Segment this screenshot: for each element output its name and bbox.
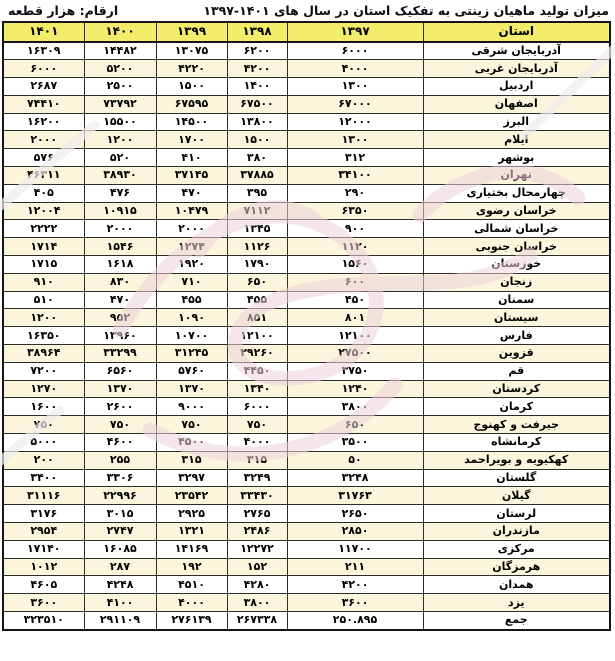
value-cell: ۷۵۰ <box>3 416 84 434</box>
value-cell: ۴۲۰۰ <box>227 60 287 78</box>
value-cell: ۳۱۲ <box>287 149 423 167</box>
value-cell: ۴۰۰۰ <box>156 594 227 612</box>
value-cell: ۶۵۰ <box>227 273 287 291</box>
value-cell: ۷۱۰ <box>156 273 227 291</box>
value-cell: ۹۰۰۰ <box>156 398 227 416</box>
value-cell: ۲۶۰۰ <box>84 398 156 416</box>
value-cell: ۴۵۵ <box>156 291 227 309</box>
table-row <box>3 416 610 434</box>
value-cell: ۴۲۴۸ <box>84 576 156 594</box>
value-cell: ۷۵۰ <box>156 416 227 434</box>
value-cell: ۴۲۸۰ <box>227 576 287 594</box>
column-header-year: ۱۴۰۰ <box>84 22 156 42</box>
value-cell: ۱۲۲۷۲ <box>227 540 287 558</box>
province-cell: سیستان <box>423 309 610 327</box>
value-cell: ۱۷۱۵ <box>3 256 84 274</box>
value-cell: ۴۴۵۰ <box>227 362 287 380</box>
province-cell: فارس <box>423 327 610 345</box>
value-cell: ۲۱۱ <box>287 558 423 576</box>
value-cell: ۳۲۴۹ <box>227 469 287 487</box>
value-cell: ۱۰۹۱۵ <box>84 202 156 220</box>
value-cell: ۴۰۰۰ <box>287 60 423 78</box>
value-cell: ۱۴۰۰ <box>227 78 287 96</box>
value-cell: ۳۳۴۳۰ <box>227 487 287 505</box>
province-cell: جمع <box>423 612 610 630</box>
province-cell: همدان <box>423 576 610 594</box>
value-cell: ۱۵۰۰ <box>227 131 287 149</box>
value-cell: ۹۰۰ <box>287 220 423 238</box>
table-row <box>3 345 610 363</box>
value-cell: ۳۸۰۰ <box>227 594 287 612</box>
value-cell: ۱۳۰۰ <box>287 131 423 149</box>
value-cell: ۱۳۴۵ <box>227 220 287 238</box>
table-row <box>3 78 610 96</box>
value-cell: ۳۷۵۰ <box>287 362 423 380</box>
province-cell: کرمانشاه <box>423 434 610 452</box>
value-cell: ۳۸۹۶۴ <box>3 345 84 363</box>
unit-label: ارقام: هزار قطعه <box>8 3 119 18</box>
page-title: میزان تولید ماهیان زینتی به تفکیک استان در سال های ۱۴۰۱-۱۳۹۷ <box>203 3 609 18</box>
province-cell: چهارمحال بختیاری <box>423 184 610 202</box>
value-cell: ۱۴۴۸۲ <box>84 42 156 60</box>
value-cell: ۳۸۰۰ <box>287 398 423 416</box>
value-cell: ۴۰۵ <box>3 184 84 202</box>
value-cell: ۳۲۴۸ <box>287 469 423 487</box>
province-cell: اصفهان <box>423 95 610 113</box>
value-cell: ۱۷۹۰ <box>227 256 287 274</box>
province-cell: اردبیل <box>423 78 610 96</box>
table-row <box>3 594 610 612</box>
value-cell: ۳۳۰۶ <box>84 469 156 487</box>
value-cell: ۱۳۷۰ <box>156 380 227 398</box>
province-cell: قزوین <box>423 345 610 363</box>
value-cell: ۴۰۰۰ <box>227 434 287 452</box>
value-cell: ۱۹۲۰ <box>156 256 227 274</box>
value-cell: ۱۴۵۰۰ <box>156 113 227 131</box>
value-cell: ۴۵۵ <box>227 291 287 309</box>
table-row <box>3 327 610 345</box>
value-cell: ۱۳۰۷۵ <box>156 42 227 60</box>
value-cell: ۲۵۵ <box>84 451 156 469</box>
value-cell: ۱۲۱۰۰ <box>227 327 287 345</box>
table-row <box>3 576 610 594</box>
value-cell: ۶۳۵۰ <box>287 202 423 220</box>
value-cell: ۱۲۷۴ <box>156 238 227 256</box>
value-cell: ۱۶۳۵۰ <box>3 327 84 345</box>
value-cell: ۲۸۷ <box>84 558 156 576</box>
table-row <box>3 273 610 291</box>
value-cell: ۱۵۴۶ <box>84 238 156 256</box>
province-cell: قم <box>423 362 610 380</box>
value-cell: ۲۲۹۹۶ <box>84 487 156 505</box>
value-cell: ۷۴۴۱۰ <box>3 95 84 113</box>
table-row <box>3 398 610 416</box>
value-cell: ۲۷۵۰۰ <box>287 345 423 363</box>
province-cell: خراسان رضوی <box>423 202 610 220</box>
value-cell: ۲۴۸۶ <box>227 523 287 541</box>
value-cell: ۶۷۵۰۰ <box>227 95 287 113</box>
value-cell: ۵۰ <box>287 451 423 469</box>
table-row <box>3 362 610 380</box>
value-cell: ۱۰۴۷۹ <box>156 202 227 220</box>
value-cell: ۱۱۲۶ <box>227 238 287 256</box>
value-cell: ۳۷۸۸۵ <box>227 167 287 185</box>
value-cell: ۲۷۶۵ <box>227 505 287 523</box>
table-row <box>3 238 610 256</box>
table-row <box>3 220 610 238</box>
value-cell: ۳۳۲۹۹ <box>84 345 156 363</box>
value-cell: ۳۴۰۰ <box>3 469 84 487</box>
value-cell: ۱۲۰۰۰ <box>287 113 423 131</box>
table-row <box>3 167 610 185</box>
value-cell: ۳۱۲۴۵ <box>156 345 227 363</box>
value-cell: ۱۲۰۰۴ <box>3 202 84 220</box>
value-cell: ۱۵۰۰ <box>156 78 227 96</box>
table-row <box>3 487 610 505</box>
value-cell: ۳۸۰ <box>227 149 287 167</box>
province-cell: خراسان جنوبی <box>423 238 610 256</box>
table-row <box>3 131 610 149</box>
province-cell: خراسان شمالی <box>423 220 610 238</box>
province-cell: زنجان <box>423 273 610 291</box>
table-row <box>3 113 610 131</box>
value-cell: ۴۱۰۰ <box>84 594 156 612</box>
table-row <box>3 523 610 541</box>
value-cell: ۲۳۵۴۲ <box>156 487 227 505</box>
value-cell: ۳۱۷۶۳ <box>287 487 423 505</box>
value-cell: ۵۱۰ <box>3 291 84 309</box>
value-cell: ۱۲۱۰۰ <box>287 327 423 345</box>
value-cell: ۳۲۳۵۱۰ <box>3 612 84 630</box>
value-cell: ۲۷۶۱۳۹ <box>156 612 227 630</box>
value-cell: ۳۴۱۰۰ <box>287 167 423 185</box>
value-cell: ۷۳۷۹۲ <box>84 95 156 113</box>
value-cell: ۱۴۱۶۹ <box>156 540 227 558</box>
table-row <box>3 60 610 78</box>
value-cell: ۴۶۳۱۱ <box>3 167 84 185</box>
column-header-year: ۱۳۹۹ <box>156 22 227 42</box>
value-cell: ۱۲۷۰ <box>3 380 84 398</box>
value-cell: ۶۷۰۰۰ <box>287 95 423 113</box>
value-cell: ۱۰۱۲ <box>3 558 84 576</box>
province-cell: گلستان <box>423 469 610 487</box>
table-row <box>3 256 610 274</box>
value-cell: ۲۹۲۶۰ <box>227 345 287 363</box>
value-cell: ۱۵۲ <box>227 558 287 576</box>
table-row <box>3 380 610 398</box>
value-cell: ۶۷۵۹۵ <box>156 95 227 113</box>
value-cell: ۳۱۷۶ <box>3 505 84 523</box>
value-cell: ۲۵۰.۸۹۵ <box>287 612 423 630</box>
province-cell: یزد <box>423 594 610 612</box>
value-cell: ۹۵۲ <box>84 309 156 327</box>
value-cell: ۲۰۰۰ <box>3 131 84 149</box>
value-cell: ۶۰۰۰ <box>227 398 287 416</box>
value-cell: ۲۶۷۳۳۸ <box>227 612 287 630</box>
value-cell: ۴۵۱۰ <box>156 576 227 594</box>
value-cell: ۶۰۰۰ <box>287 42 423 60</box>
table-row <box>3 540 610 558</box>
value-cell: ۴۵۰۰ <box>156 434 227 452</box>
value-cell: ۵۲۰ <box>84 149 156 167</box>
table-row <box>3 202 610 220</box>
value-cell: ۹۱۰ <box>3 273 84 291</box>
value-cell: ۲۹۱۱۰۹ <box>84 612 156 630</box>
table-row <box>3 469 610 487</box>
value-cell: ۲۰۰ <box>3 451 84 469</box>
province-cell: خوزستان <box>423 256 610 274</box>
value-cell: ۱۶۰۸۵ <box>84 540 156 558</box>
value-cell: ۱۲۰۰ <box>84 131 156 149</box>
value-cell: ۱۶۲۰۰ <box>3 113 84 131</box>
value-cell: ۸۵۱ <box>227 309 287 327</box>
province-cell: کرمان <box>423 398 610 416</box>
value-cell: ۱۳۲۱ <box>156 523 227 541</box>
value-cell: ۲۲۲۲ <box>3 220 84 238</box>
value-cell: ۶۵۰ <box>287 416 423 434</box>
province-cell: مازندران <box>423 523 610 541</box>
table-row <box>3 309 610 327</box>
value-cell: ۶۲۰۰ <box>227 42 287 60</box>
value-cell: ۲۰۰۰ <box>84 220 156 238</box>
province-cell: ایلام <box>423 131 610 149</box>
value-cell: ۱۳۸۰۰ <box>227 113 287 131</box>
value-cell: ۱۲۴۰ <box>287 380 423 398</box>
value-cell: ۴۲۲۰ <box>156 60 227 78</box>
header-row <box>3 22 610 42</box>
value-cell: ۱۳۰۰ <box>287 78 423 96</box>
table-header <box>3 22 610 42</box>
production-table <box>2 21 611 631</box>
value-cell: ۶۰۰۰ <box>3 60 84 78</box>
table-row <box>3 291 610 309</box>
table-body <box>3 42 610 630</box>
value-cell: ۱۶۱۸ <box>84 256 156 274</box>
value-cell: ۲۶۵۰ <box>287 505 423 523</box>
province-cell: البرز <box>423 113 610 131</box>
value-cell: ۱۶۰۰ <box>3 398 84 416</box>
province-cell: بوشهر <box>423 149 610 167</box>
total-row <box>3 612 610 630</box>
title-bar <box>0 0 615 21</box>
value-cell: ۲۹۲۵ <box>156 505 227 523</box>
value-cell: ۲۹۵۴ <box>3 523 84 541</box>
value-cell: ۱۶۳۰۹ <box>3 42 84 60</box>
value-cell: ۱۱۷۰۰ <box>287 540 423 558</box>
value-cell: ۷۲۰۰ <box>3 362 84 380</box>
value-cell: ۲۵۰۰ <box>84 78 156 96</box>
table-row <box>3 451 610 469</box>
value-cell: ۱۷۱۴ <box>3 238 84 256</box>
value-cell: ۳۲۹۷ <box>156 469 227 487</box>
value-cell: ۲۸۵۰ <box>287 523 423 541</box>
column-header-year: ۱۳۹۷ <box>287 22 423 42</box>
value-cell: ۷۱۱۲ <box>227 202 287 220</box>
table-row <box>3 149 610 167</box>
table-row <box>3 184 610 202</box>
value-cell: ۱۰۹۰ <box>156 309 227 327</box>
value-cell: ۳۸۹۳۰ <box>84 167 156 185</box>
value-cell: ۴۶۰۵ <box>3 576 84 594</box>
province-cell: سمنان <box>423 291 610 309</box>
value-cell: ۳۶۰۰ <box>287 594 423 612</box>
province-cell: کهکیویه و بویراحمد <box>423 451 610 469</box>
province-cell: هرمزگان <box>423 558 610 576</box>
province-cell: لرستان <box>423 505 610 523</box>
value-cell: ۱۰۷۰۰ <box>156 327 227 345</box>
province-cell: آذربایجان شرقی <box>423 42 610 60</box>
value-cell: ۴۷۶ <box>84 184 156 202</box>
table-row <box>3 434 610 452</box>
table-row <box>3 558 610 576</box>
value-cell: ۴۷۰ <box>156 184 227 202</box>
value-cell: ۳۱۵ <box>227 451 287 469</box>
column-header-year: ۱۴۰۱ <box>3 22 84 42</box>
value-cell: ۱۳۷۰ <box>84 380 156 398</box>
value-cell: ۱۷۱۴۰ <box>3 540 84 558</box>
value-cell: ۳۱۱۱۶ <box>3 487 84 505</box>
value-cell: ۵۰۰۰ <box>3 434 84 452</box>
value-cell: ۱۵۵۰۰ <box>84 113 156 131</box>
value-cell: ۱۲۰۰ <box>3 309 84 327</box>
value-cell: ۲۶۸۷ <box>3 78 84 96</box>
value-cell: ۱۳۴۰ <box>227 380 287 398</box>
table-row <box>3 42 610 60</box>
value-cell: ۱۳۹۶۰ <box>84 327 156 345</box>
value-cell: ۲۰۰۰ <box>156 220 227 238</box>
value-cell: ۱۵۶۰ <box>287 256 423 274</box>
column-header-year: ۱۳۹۸ <box>227 22 287 42</box>
value-cell: ۴۵۰ <box>287 291 423 309</box>
value-cell: ۱۹۲ <box>156 558 227 576</box>
value-cell: ۳۷۱۴۵ <box>156 167 227 185</box>
value-cell: ۴۱۰ <box>156 149 227 167</box>
value-cell: ۶۰۰ <box>287 273 423 291</box>
province-cell: گیلان <box>423 487 610 505</box>
value-cell: ۴۷۰ <box>84 291 156 309</box>
province-cell: مرکزی <box>423 540 610 558</box>
value-cell: ۱۷۰۰ <box>156 131 227 149</box>
value-cell: ۵۷۶ <box>3 149 84 167</box>
value-cell: ۳۶۰۰ <box>3 594 84 612</box>
value-cell: ۶۵۶۰ <box>84 362 156 380</box>
value-cell: ۳۵۰۰ <box>287 434 423 452</box>
value-cell: ۸۰۱ <box>287 309 423 327</box>
value-cell: ۴۶۰۰ <box>84 434 156 452</box>
province-cell: تهران <box>423 167 610 185</box>
province-cell: جیرفت و کهنوج <box>423 416 610 434</box>
value-cell: ۱۱۲۰ <box>287 238 423 256</box>
column-header-province: استان <box>423 22 610 42</box>
table-row <box>3 505 610 523</box>
province-cell: کردستان <box>423 380 610 398</box>
value-cell: ۲۹۰ <box>287 184 423 202</box>
value-cell: ۵۲۰۰ <box>84 60 156 78</box>
value-cell: ۷۵۰ <box>227 416 287 434</box>
value-cell: ۴۲۰۰ <box>287 576 423 594</box>
value-cell: ۲۷۴۷ <box>84 523 156 541</box>
value-cell: ۵۷۶۰ <box>156 362 227 380</box>
table-row <box>3 95 610 113</box>
value-cell: ۸۳۰ <box>84 273 156 291</box>
value-cell: ۷۵۰ <box>84 416 156 434</box>
value-cell: ۳۰۱۵ <box>84 505 156 523</box>
value-cell: ۳۹۵ <box>227 184 287 202</box>
value-cell: ۳۱۵ <box>156 451 227 469</box>
province-cell: آذربایجان غربی <box>423 60 610 78</box>
